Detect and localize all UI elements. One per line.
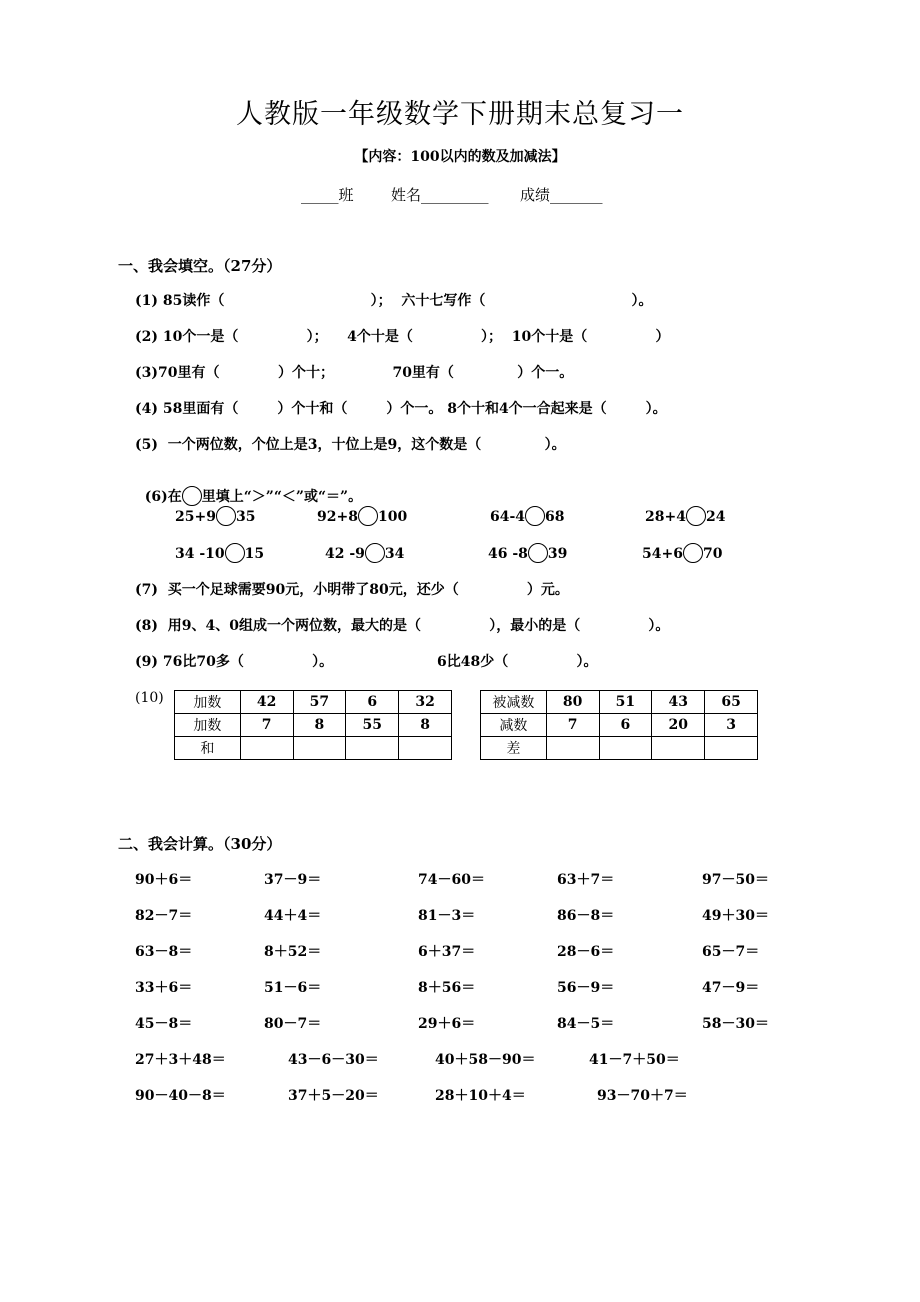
calc-item: 8＋52＝ bbox=[264, 944, 322, 960]
row-label: 被减数 bbox=[481, 691, 547, 714]
calc-item: 90－40－8＝ bbox=[135, 1088, 226, 1104]
calc-item: 86－8＝ bbox=[557, 908, 615, 924]
table-cell: 8 bbox=[399, 714, 452, 737]
score-field[interactable]: 成绩_______ bbox=[520, 186, 603, 204]
calc-item: 58－30＝ bbox=[702, 1016, 769, 1032]
calc-item: 27＋3＋48＝ bbox=[135, 1052, 226, 1068]
row-label: 加数 bbox=[175, 714, 241, 737]
table-row bbox=[175, 737, 452, 760]
addition-table bbox=[174, 690, 452, 760]
question-1: (1) 85读作（ ）； 六十七写作（ ）。 bbox=[135, 293, 653, 309]
compare-circle-input[interactable] bbox=[365, 543, 385, 563]
compare-item: 54+6 70 bbox=[642, 543, 722, 563]
table-cell: 51 bbox=[599, 691, 652, 714]
answer-cell[interactable] bbox=[546, 737, 599, 760]
compare-circle-input[interactable] bbox=[528, 543, 548, 563]
compare-circle-input[interactable] bbox=[225, 543, 245, 563]
compare-item: 25+9 35 bbox=[175, 506, 255, 526]
compare-circle-input[interactable] bbox=[525, 506, 545, 526]
question-2: (2) 10个一是（ ）； 4个十是（ ）； 10个十是（ ） bbox=[135, 329, 670, 345]
calc-item: 8＋56＝ bbox=[418, 980, 476, 996]
calc-item: 49＋30＝ bbox=[702, 908, 769, 924]
content-subtitle: 【内容：100以内的数及加减法】 bbox=[354, 149, 566, 165]
row-label: 差 bbox=[481, 737, 547, 760]
calc-item: 97－50＝ bbox=[702, 872, 769, 888]
question-3: (3)70里有（ ）个十； 70里有（ ）个一。 bbox=[135, 365, 574, 381]
compare-circle-input[interactable] bbox=[683, 543, 703, 563]
table-cell: 32 bbox=[399, 691, 452, 714]
name-field[interactable]: 姓名_________ bbox=[391, 186, 489, 204]
table-cell: 55 bbox=[346, 714, 399, 737]
calc-item: 43－6－30＝ bbox=[288, 1052, 379, 1068]
calc-item: 90＋6＝ bbox=[135, 872, 193, 888]
question-7: (7) 买一个足球需要90元，小明带了80元，还少（ ）元。 bbox=[135, 582, 569, 598]
calc-item: 84－5＝ bbox=[557, 1016, 615, 1032]
calc-item: 45－8＝ bbox=[135, 1016, 193, 1032]
row-label: 和 bbox=[175, 737, 241, 760]
table-cell: 7 bbox=[546, 714, 599, 737]
compare-item: 42 -9 34 bbox=[325, 543, 404, 563]
calc-item: 47－9＝ bbox=[702, 980, 760, 996]
question-10-label: (10) bbox=[135, 690, 164, 706]
compare-item: 64-4 68 bbox=[490, 506, 565, 526]
table-cell: 43 bbox=[652, 691, 705, 714]
table-row bbox=[481, 737, 758, 760]
calc-item: 41－7＋50＝ bbox=[589, 1052, 680, 1068]
compare-circle-input[interactable] bbox=[358, 506, 378, 526]
answer-cell[interactable] bbox=[599, 737, 652, 760]
table-row bbox=[175, 714, 452, 737]
answer-cell[interactable] bbox=[399, 737, 452, 760]
page-title: 人教版一年级数学下册期末总复习一 bbox=[236, 99, 684, 130]
table-cell: 65 bbox=[705, 691, 758, 714]
table-row bbox=[481, 714, 758, 737]
calc-item: 44＋4＝ bbox=[264, 908, 322, 924]
calc-item: 33＋6＝ bbox=[135, 980, 193, 996]
question-9b: 6比48少（ ）。 bbox=[437, 654, 598, 670]
table-cell: 42 bbox=[240, 691, 293, 714]
calc-item: 28－6＝ bbox=[557, 944, 615, 960]
calc-item: 65－7＝ bbox=[702, 944, 760, 960]
table-row bbox=[481, 691, 758, 714]
table-row bbox=[175, 691, 452, 714]
table-cell: 80 bbox=[546, 691, 599, 714]
row-label: 加数 bbox=[175, 691, 241, 714]
calc-item: 40＋58－90＝ bbox=[435, 1052, 536, 1068]
table-cell: 57 bbox=[293, 691, 346, 714]
compare-circle-input[interactable] bbox=[216, 506, 236, 526]
question-4: (4) 58里面有（ ）个十和（ ）个一。 8个十和4个一合起来是（ ）。 bbox=[135, 401, 667, 417]
calc-item: 6＋37＝ bbox=[418, 944, 476, 960]
answer-cell[interactable] bbox=[293, 737, 346, 760]
table-cell: 7 bbox=[240, 714, 293, 737]
compare-item: 28+4 24 bbox=[645, 506, 725, 526]
section1-heading: 一、我会填空。（27分） bbox=[118, 257, 282, 275]
row-label: 减数 bbox=[481, 714, 547, 737]
question-6-suffix: 里填上“＞”“＜”或“＝”。 bbox=[201, 489, 363, 505]
calc-item: 51－6＝ bbox=[264, 980, 322, 996]
table-cell: 8 bbox=[293, 714, 346, 737]
calc-item: 93－70＋7＝ bbox=[597, 1088, 688, 1104]
table-cell: 3 bbox=[705, 714, 758, 737]
calc-item: 37＋5－20＝ bbox=[288, 1088, 379, 1104]
table-cell: 20 bbox=[652, 714, 705, 737]
question-8: (8) 用9、4、0组成一个两位数，最大的是（ ），最小的是（ ）。 bbox=[135, 618, 670, 634]
question-9a: (9) 76比70多（ ）。 bbox=[135, 654, 334, 670]
compare-circle-input[interactable] bbox=[686, 506, 706, 526]
calc-item: 29＋6＝ bbox=[418, 1016, 476, 1032]
question-6 bbox=[135, 470, 362, 506]
calc-item: 63＋7＝ bbox=[557, 872, 615, 888]
calc-item: 82－7＝ bbox=[135, 908, 193, 924]
calc-item: 81－3＝ bbox=[418, 908, 476, 924]
calc-item: 56－9＝ bbox=[557, 980, 615, 996]
section2-heading: 二、我会计算。（30分） bbox=[118, 835, 282, 853]
answer-cell[interactable] bbox=[240, 737, 293, 760]
calc-item: 74－60＝ bbox=[418, 872, 485, 888]
table-cell: 6 bbox=[599, 714, 652, 737]
calc-item: 80－7＝ bbox=[264, 1016, 322, 1032]
calc-item: 28＋10＋4＝ bbox=[435, 1088, 526, 1104]
compare-item: 92+8 100 bbox=[317, 506, 407, 526]
compare-circle-icon bbox=[182, 486, 202, 506]
answer-cell[interactable] bbox=[346, 737, 399, 760]
subtraction-table bbox=[480, 690, 758, 760]
compare-item: 46 -8 39 bbox=[488, 543, 567, 563]
answer-cell[interactable] bbox=[652, 737, 705, 760]
question-6-prefix: (6)在 bbox=[144, 489, 182, 505]
class-field[interactable]: _____班 bbox=[301, 186, 354, 204]
compare-item: 34 -10 15 bbox=[175, 543, 264, 563]
answer-cell[interactable] bbox=[705, 737, 758, 760]
question-5: (5) 一个两位数，个位上是3，十位上是9，这个数是（ ）。 bbox=[135, 437, 566, 453]
calc-item: 37－9＝ bbox=[264, 872, 322, 888]
calc-item: 63－8＝ bbox=[135, 944, 193, 960]
table-cell: 6 bbox=[346, 691, 399, 714]
